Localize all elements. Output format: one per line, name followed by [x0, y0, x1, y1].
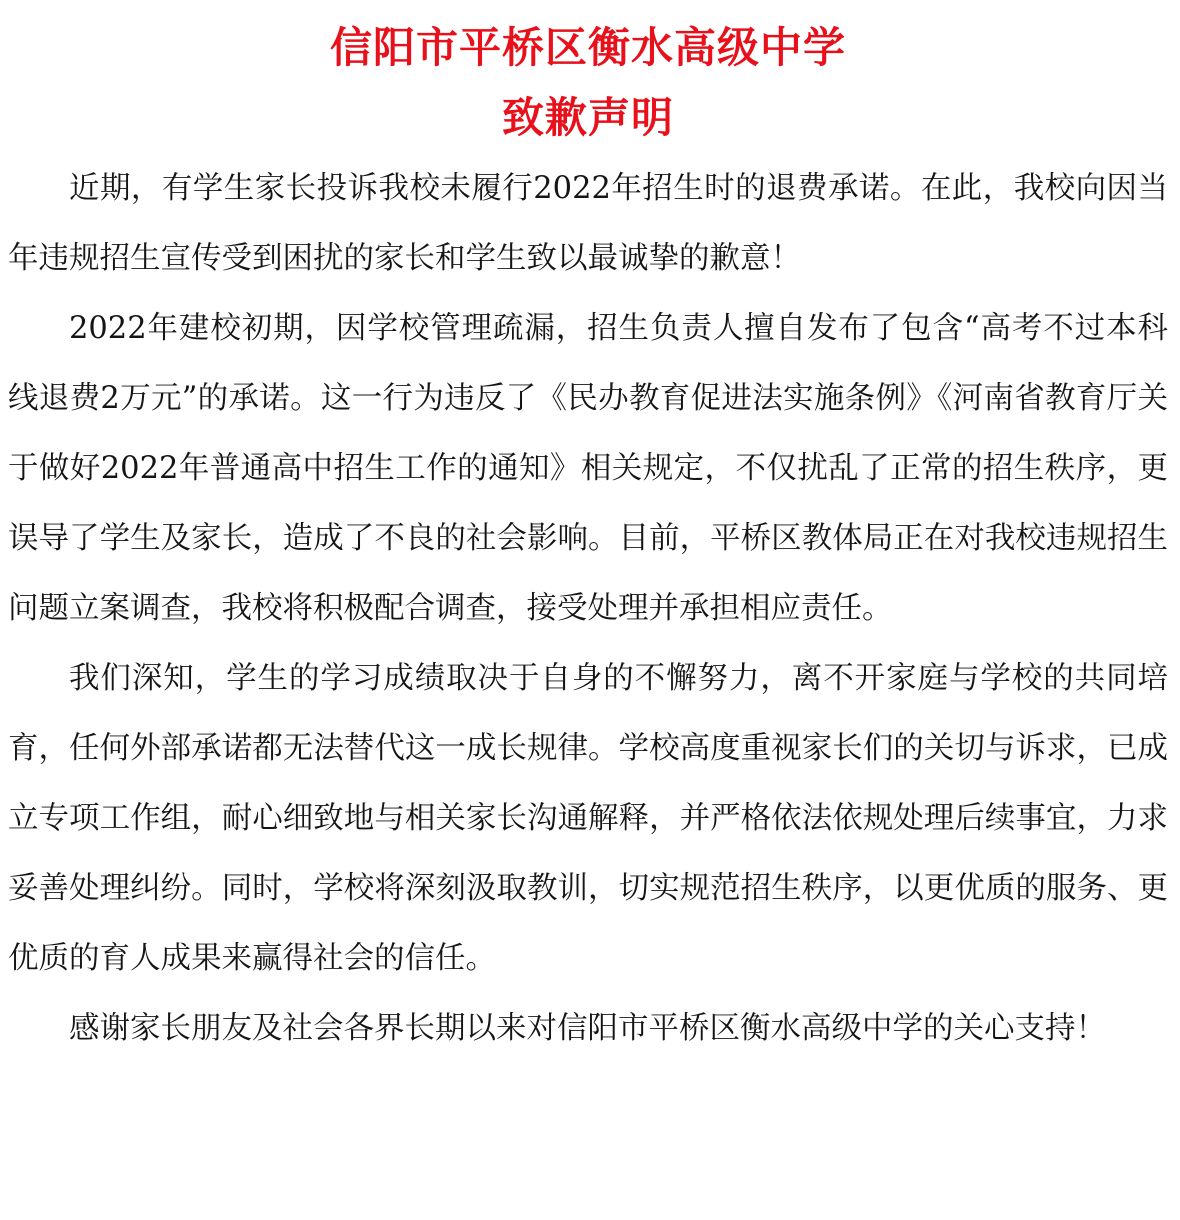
paragraph-thanks: 感谢家长朋友及社会各界长期以来对信阳市平桥区衡水高级中学的关心支持！ [69, 1011, 1106, 1046]
document-subtitle: 致歉声明 [501, 93, 674, 142]
document-body [8, 154, 1168, 1064]
paragraph-commitment: 我们深知，学生的学习成绩取决于自身的不懈努力，离不开家庭与学校的共同培育，任何外部承诺都无法替代这一成长规律。学校高度重视家长们的关切与诉求，已成立专项工作组，耐心细致地与相关家长沟通解释，并严格依法依规处理后续事宜，力求妥善处理纠纷。同时，学校将深刻汲取教训，切实规范招生秩序，以更优质的服务、更优质的育人成果来赢得社会的信任。 [8, 661, 1168, 976]
paragraph-background: 2022年建校初期，因学校管理疏漏，招生负责人擅自发布了包含“高考不过本科线退费2万元”的承诺。这一行为违反了《民办教育促进法实施条例》《河南省教育厅关于做好2022年普通高中招生工作的通知》相关规定，不仅扰乱了正常的招生秩序，更误导了学生及家长，造成了不良的社会影响。目前，平桥区教体局正在对我校违规招生问题立案调查，我校将积极配合调查，接受处理并承担相应责任。 [8, 311, 1168, 626]
paragraph-intro: 近期，有学生家长投诉我校未履行2022年招生时的退费承诺。在此，我校向因当年违规招生宣传受到困扰的家长和学生致以最诚挚的歉意！ [8, 171, 1168, 276]
document-title: 信阳市平桥区衡水高级中学 [329, 23, 846, 72]
